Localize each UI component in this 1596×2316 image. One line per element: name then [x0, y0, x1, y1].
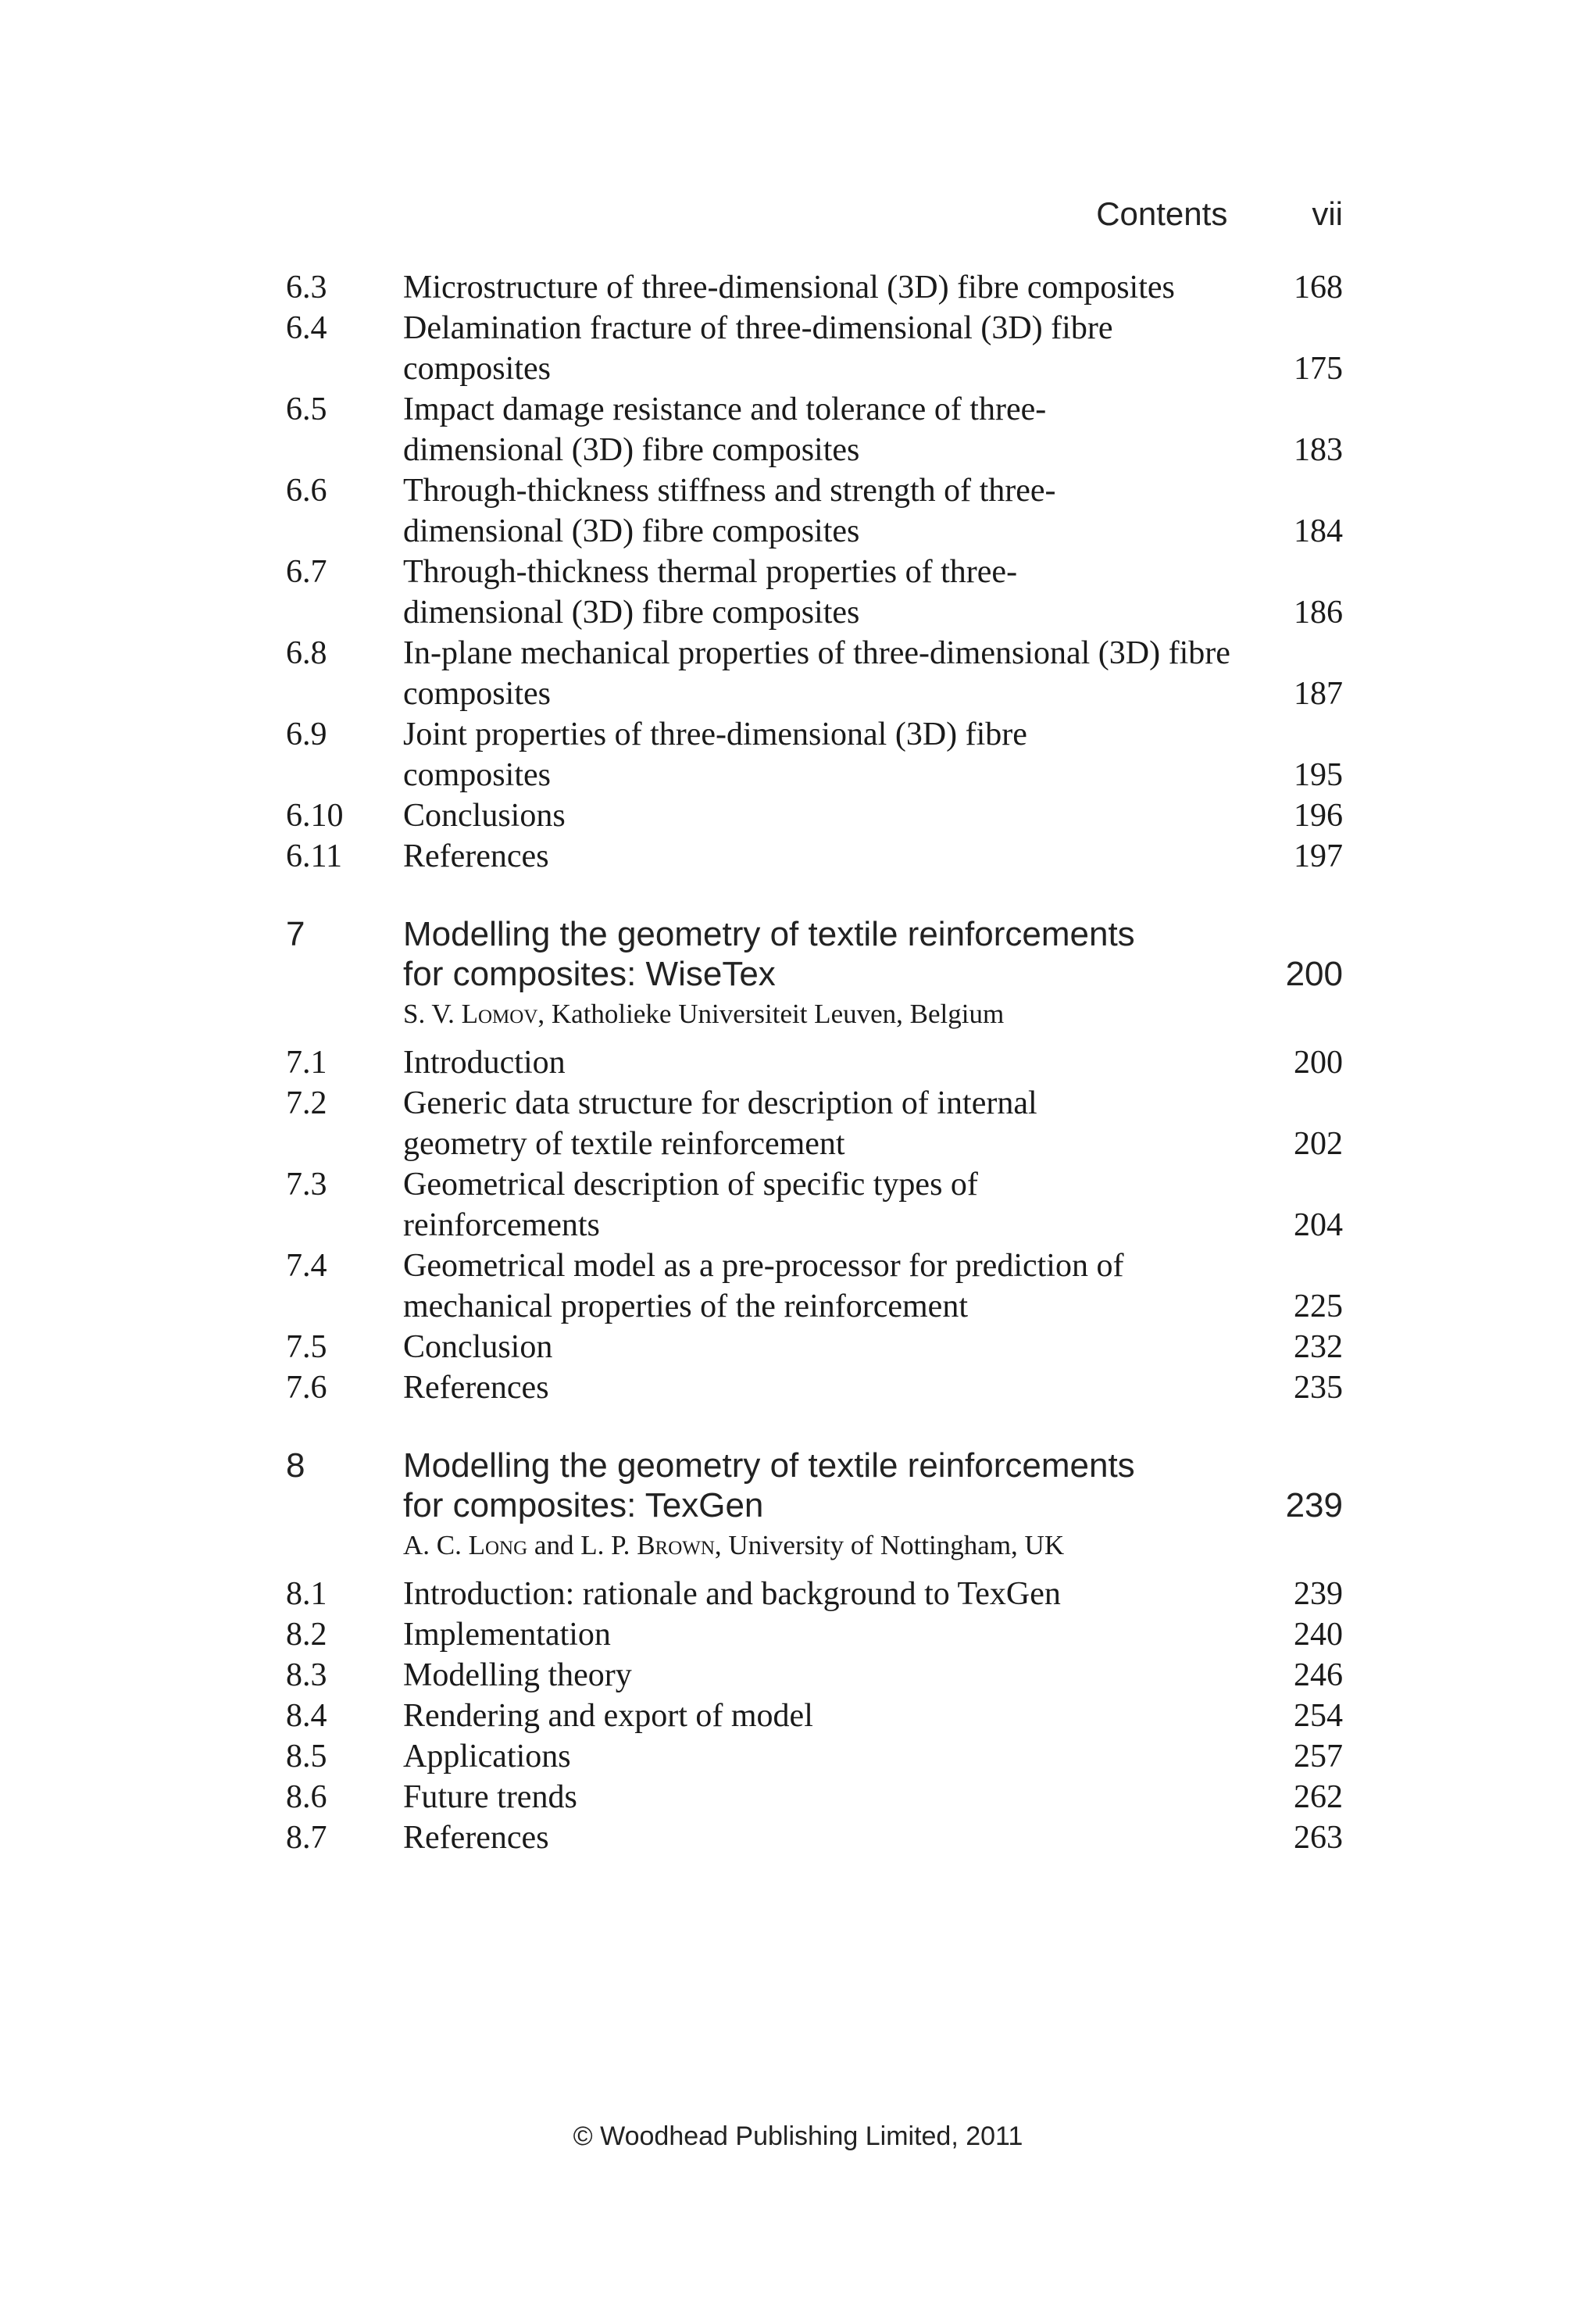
section-title: Conclusion [403, 1329, 553, 1365]
toc-entry[interactable] [0, 836, 1596, 877]
chapter-title-line: for composites: WiseTex [403, 955, 776, 993]
section-title: Through-thickness stiffness and strength of three-dimensional (3D) fibre composites [403, 473, 1056, 549]
section-page: 262 [1294, 1779, 1343, 1815]
section-page: 257 [1294, 1739, 1343, 1775]
section-title: Geometrical model as a pre-processor for prediction of mechanical properties of the reinforcement [403, 1248, 1124, 1324]
toc-entry[interactable] [0, 1777, 1596, 1817]
section-number: 6.5 [286, 391, 327, 427]
section-page: 225 [1294, 1288, 1343, 1324]
section-number: 6.9 [286, 717, 327, 752]
section-page: 232 [1294, 1329, 1343, 1365]
section-page: 200 [1294, 1045, 1343, 1081]
section-page: 263 [1294, 1820, 1343, 1856]
running-head [1096, 194, 1343, 234]
toc-entry[interactable] [0, 1367, 1596, 1408]
chapter-page: 200 [1285, 955, 1343, 993]
toc-entry[interactable] [0, 1327, 1596, 1367]
chapter-heading-8[interactable] [0, 1446, 1596, 1563]
section-page: 183 [1294, 432, 1343, 468]
section-page: 187 [1294, 676, 1343, 712]
toc-entry[interactable] [0, 1696, 1596, 1736]
table-of-contents [0, 267, 1596, 1858]
section-title: Delamination fracture of three-dimensional (3D) fibre composites [403, 310, 1113, 387]
toc-entry[interactable] [0, 1655, 1596, 1696]
section-page: 254 [1294, 1698, 1343, 1734]
section-number: 8.2 [286, 1617, 327, 1653]
chapter-authors [403, 1528, 1596, 1563]
section-title: References [403, 838, 549, 874]
section-title: Through-thickness thermal properties of three-dimensional (3D) fibre composites [403, 554, 1018, 631]
section-page: 184 [1294, 513, 1343, 549]
section-title: Introduction [403, 1045, 566, 1081]
section-title: References [403, 1370, 549, 1406]
section-page: 175 [1294, 351, 1343, 387]
section-page: 196 [1294, 798, 1343, 834]
author-conjunction: and [527, 1530, 581, 1560]
section-title: Modelling theory [403, 1657, 632, 1693]
section-number: 6.11 [286, 838, 342, 874]
section-number: 8.6 [286, 1779, 327, 1815]
toc-entry[interactable] [0, 1736, 1596, 1777]
section-number: 7.5 [286, 1329, 327, 1365]
section-page: 239 [1294, 1576, 1343, 1612]
toc-entry[interactable] [0, 389, 1596, 470]
section-title: In-plane mechanical properties of three-dimensional (3D) fibre composites [403, 635, 1230, 712]
section-title: Microstructure of three-dimensional (3D) fibre composites [403, 270, 1175, 306]
chapter-page: 239 [1285, 1486, 1343, 1524]
section-page: 168 [1294, 270, 1343, 306]
section-page: 195 [1294, 757, 1343, 793]
toc-entry[interactable] [0, 1083, 1596, 1164]
section-number: 8.7 [286, 1820, 327, 1856]
section-title: Future trends [403, 1779, 577, 1815]
section-title: Generic data structure for description of internal geometry of textile reinforcement [403, 1085, 1037, 1162]
section-number: 7.4 [286, 1248, 327, 1284]
section-page: 186 [1294, 595, 1343, 631]
author-surname: Lomov [461, 999, 538, 1029]
author-initials: S. V. [403, 999, 462, 1029]
section-title: Introduction: rationale and background to TexGen [403, 1576, 1061, 1612]
section-title: Geometrical description of specific types of reinforcements [403, 1167, 978, 1243]
toc-entry[interactable] [0, 714, 1596, 795]
section-title: Implementation [403, 1617, 611, 1653]
toc-entry[interactable] [0, 470, 1596, 552]
author-initials: L. P. [580, 1530, 637, 1560]
section-number: 8.1 [286, 1576, 327, 1612]
chapter-number: 7 [286, 915, 305, 953]
toc-entry[interactable] [0, 267, 1596, 308]
chapter-heading-7[interactable] [0, 914, 1596, 1031]
section-title: Joint properties of three-dimensional (3D) fibre composites [403, 717, 1027, 793]
section-page: 197 [1294, 838, 1343, 874]
author-initials: A. C. [403, 1530, 469, 1560]
copyright-footer: © Woodhead Publishing Limited, 2011 [573, 2121, 1023, 2151]
section-page: 240 [1294, 1617, 1343, 1653]
section-title: Applications [403, 1739, 571, 1775]
section-number: 6.8 [286, 635, 327, 671]
section-title: References [403, 1820, 549, 1856]
section-page: 235 [1294, 1370, 1343, 1406]
chapter-title [403, 914, 1262, 994]
section-number: 8.5 [286, 1739, 327, 1775]
toc-entry[interactable] [0, 1164, 1596, 1246]
section-number: 6.4 [286, 310, 327, 346]
toc-entry[interactable] [0, 1614, 1596, 1655]
author-affiliation: , University of Nottingham, UK [714, 1530, 1065, 1560]
section-page: 246 [1294, 1657, 1343, 1693]
chapter-title-line: Modelling the geometry of textile reinforcements [403, 915, 1135, 953]
section-number: 6.6 [286, 473, 327, 509]
section-page: 204 [1294, 1207, 1343, 1243]
chapter-title [403, 1446, 1262, 1525]
running-head-label: Contents [1096, 195, 1228, 232]
chapter-title-line: for composites: TexGen [403, 1486, 764, 1524]
toc-entry[interactable] [0, 1246, 1596, 1327]
section-title: Rendering and export of model [403, 1698, 813, 1734]
toc-entry[interactable] [0, 633, 1596, 714]
page-number: vii [1312, 195, 1343, 232]
section-number: 6.7 [286, 554, 327, 590]
toc-entry[interactable] [0, 1817, 1596, 1858]
section-number: 8.3 [286, 1657, 327, 1693]
toc-entry[interactable] [0, 1042, 1596, 1083]
toc-entry[interactable] [0, 308, 1596, 389]
section-number: 6.3 [286, 270, 327, 306]
author-affiliation: , Katholieke Universiteit Leuven, Belgium [537, 999, 1005, 1029]
section-title: Conclusions [403, 798, 566, 834]
section-number: 6.10 [286, 798, 344, 834]
chapter-title-line: Modelling the geometry of textile reinforcements [403, 1446, 1135, 1485]
section-number: 7.6 [286, 1370, 327, 1406]
section-title: Impact damage resistance and tolerance of three-dimensional (3D) fibre composites [403, 391, 1047, 468]
chapter-number: 8 [286, 1446, 305, 1485]
chapter-authors [403, 997, 1596, 1031]
toc-entry[interactable] [0, 795, 1596, 836]
section-number: 7.3 [286, 1167, 327, 1203]
author-surname: Brown [637, 1530, 715, 1560]
toc-entry[interactable] [0, 552, 1596, 633]
author-surname: Long [468, 1530, 528, 1560]
section-page: 202 [1294, 1126, 1343, 1162]
toc-entry[interactable] [0, 1574, 1596, 1614]
section-number: 8.4 [286, 1698, 327, 1734]
section-number: 7.2 [286, 1085, 327, 1121]
section-number: 7.1 [286, 1045, 327, 1081]
